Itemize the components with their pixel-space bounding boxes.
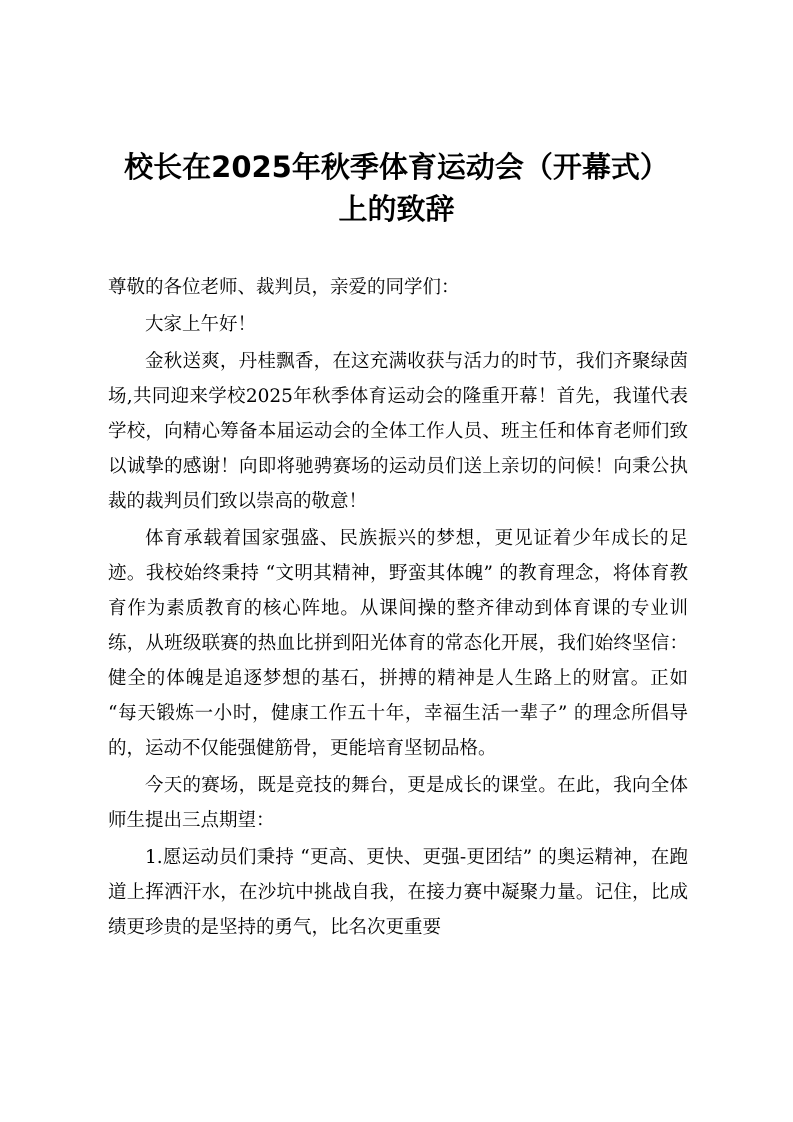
salutation: 尊敬的各位老师、裁判员，亲爱的同学们： bbox=[108, 277, 460, 298]
title-line-1: 校长在2025年秋季体育运动会（开幕式） bbox=[124, 150, 669, 184]
document-title bbox=[96, 146, 697, 230]
title-line-2: 上的致辞 bbox=[338, 192, 455, 226]
paragraph-philosophy: 体育承载着国家强盛、民族振兴的梦想，更见证着少年成长的足迹。我校始终秉持 “文明其精神，野蛮其体魄” 的教育理念，将体育教育作为素质教育的核心阵地。从课间操的整齐律动到体育课的专业训练，从班级联赛的热血比拼到阳光体育的常态化开展，我们始终坚信：健全的体魄是追逐梦想的基石，拼搏的精神是人生路上的财富。正如 “每天锻炼一小时，健康工作五十年，幸福生活一辈子” 的理念所倡导的，运动不仅能强健筋骨，更能培育坚韧品格。 bbox=[108, 528, 688, 759]
paragraph-expectation-1: 1.愿运动员们秉持 “更高、更快、更强-更团结” 的奥运精神，在跑道上挥洒汗水，在沙坑中挑战自我，在接力赛中凝聚力量。记住，比成绩更珍贵的是坚持的勇气，比名次更重要 bbox=[108, 847, 688, 938]
speech-body bbox=[108, 270, 688, 947]
paragraph-greeting: 大家上午好！ bbox=[145, 314, 257, 335]
paragraph-opening: 金秋送爽，丹桂飘香，在这充满收获与活力的时节，我们齐聚绿茵场,共同迎来学校2025年秋季体育运动会的隆重开幕！首先，我谨代表学校，向精心筹备本届运动会的全体工作人员、班主任和体育老师们致以诚挚的感谢！向即将驰骋赛场的运动员们送上亲切的问候！向秉公执裁的裁判员们致以崇高的敬意！ bbox=[108, 351, 688, 512]
paragraph-expectations-intro: 今天的赛场，既是竞技的舞台，更是成长的课堂。在此，我向全体师生提出三点期望： bbox=[108, 775, 688, 831]
